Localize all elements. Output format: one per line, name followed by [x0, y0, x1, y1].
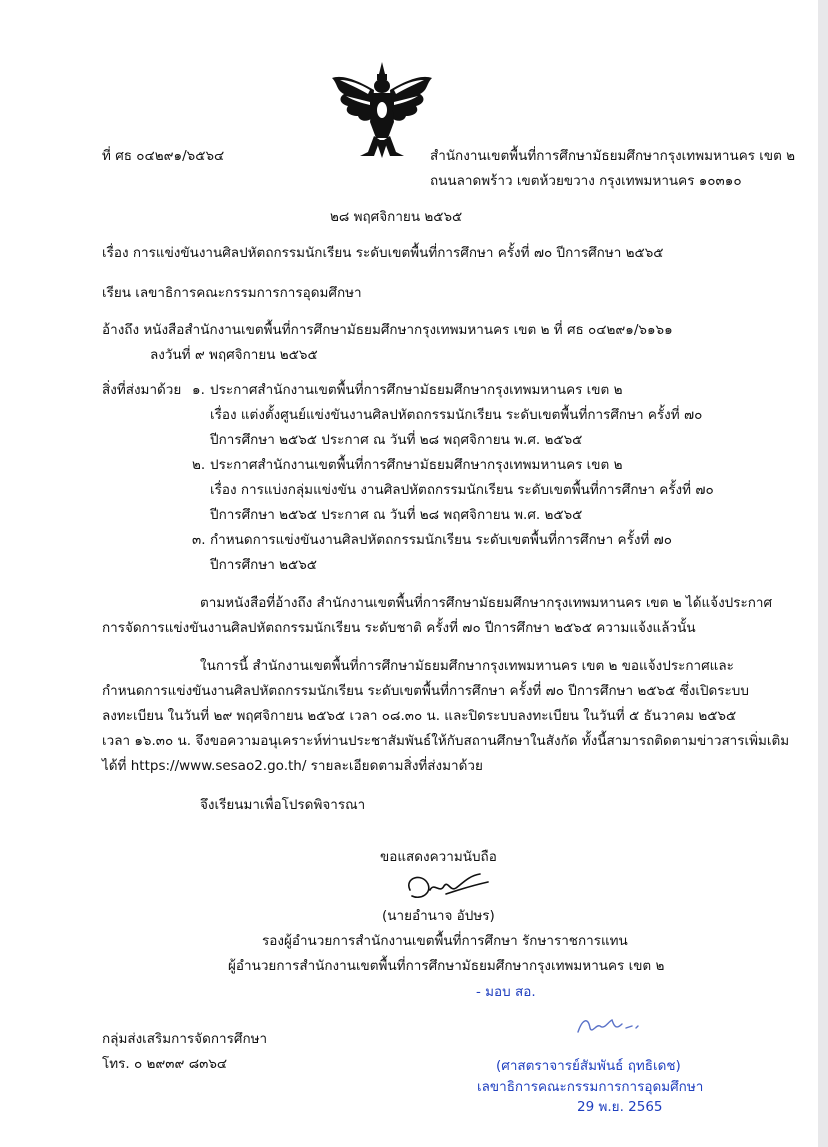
- garuda-emblem-icon: [330, 60, 434, 160]
- reference-number: ที่ ศธ ๐๔๒๙๑/๖๕๖๔: [102, 148, 225, 164]
- closing-line: จึงเรียนมาเพื่อโปรดพิจารณา: [200, 797, 366, 813]
- enclosure-line: เรื่อง การแบ่งกลุ่มแข่งขัน งานศิลปหัตถกรรมนักเรียน ระดับเขตพื้นที่การศึกษา ครั้งที่ ๗๐: [210, 482, 714, 498]
- signer-title-line: รองผู้อำนวยการสำนักงานเขตพื้นที่การศึกษา รักษาราชการแทน: [262, 933, 628, 949]
- enclosure-line: ปีการศึกษา ๒๕๖๕ ประกาศ ณ วันที่ ๒๘ พฤศจิกายน พ.ศ. ๒๕๖๕: [210, 507, 583, 523]
- recipient-line: เรียน เลขาธิการคณะกรรมการการอุดมศึกษา: [102, 285, 362, 301]
- enclosure-line: ปีการศึกษา ๒๕๖๕: [210, 557, 317, 573]
- enclosure-line: ประกาศสำนักงานเขตพื้นที่การศึกษามัธยมศึกษากรุงเทพมหานคร เขต ๒: [210, 382, 623, 398]
- letter-date: ๒๘ พฤศจิกายน ๒๕๖๕: [330, 209, 463, 225]
- enclosures-label: สิ่งที่ส่งมาด้วย: [102, 382, 182, 398]
- enclosure-line: ปีการศึกษา ๒๕๖๕ ประกาศ ณ วันที่ ๒๘ พฤศจิกายน พ.ศ. ๒๕๖๕: [210, 432, 583, 448]
- enclosure-line: เรื่อง แต่งตั้งศูนย์แข่งขันงานศิลปหัตถกรรมนักเรียน ระดับเขตพื้นที่การศึกษา ครั้งที่ ๗๐: [210, 407, 703, 423]
- approver-date: 29 พ.ย. 2565: [577, 1099, 663, 1115]
- body-paragraph-line: ในการนี้ สำนักงานเขตพื้นที่การศึกษามัธยมศึกษากรุงเทพมหานคร เขต ๒ ขอแจ้งประกาศและ: [200, 658, 734, 674]
- subject-line: เรื่อง การแข่งขันงานศิลปหัตถกรรมนักเรียน ระดับเขตพื้นที่การศึกษา ครั้งที่ ๗๐ ปีการศึกษา ๒๕๖๕: [102, 245, 664, 261]
- body-paragraph-line: เวลา ๑๖.๓๐ น. จึงขอความอนุเคราะห์ท่านประชาสัมพันธ์ให้กับสถานศึกษาในสังกัด ทั้งนี้สามารถติดตามข่าวสารเพิ่มเติม: [102, 733, 790, 749]
- reference-date-line: ลงวันที่ ๙ พฤศจิกายน ๒๕๖๕: [150, 347, 318, 363]
- signer-title-line: ผู้อำนวยการสำนักงานเขตพื้นที่การศึกษามัธยมศึกษากรุงเทพมหานคร เขต ๒: [228, 958, 665, 974]
- body-paragraph-line: ได้ที่ https://www.sesao2.go.th/ รายละเอียดตามสิ่งที่ส่งมาด้วย: [102, 758, 483, 774]
- enclosure-line: กำหนดการแข่งขันงานศิลปหัตถกรรมนักเรียน ระดับเขตพื้นที่การศึกษา ครั้งที่ ๗๐: [210, 532, 673, 548]
- approver-title: เลขาธิการคณะกรรมการการอุดมศึกษา: [477, 1079, 704, 1095]
- signer-name: (นายอำนาจ อัปษร): [382, 908, 495, 924]
- enclosure-line: ประกาศสำนักงานเขตพื้นที่การศึกษามัธยมศึกษากรุงเทพมหานคร เขต ๒: [210, 457, 623, 473]
- handwritten-signature: [400, 868, 500, 910]
- body-paragraph-line: ตามหนังสือที่อ้างถึง สำนักงานเขตพื้นที่การศึกษามัธยมศึกษากรุงเทพมหานคร เขต ๒ ได้แจ้งประกาศ: [200, 595, 773, 611]
- reference-line: อ้างถึง หนังสือสำนักงานเขตพื้นที่การศึกษามัธยมศึกษากรุงเทพมหานคร เขต ๒ ที่ ศธ ๐๔๒๙๑/๖๑๖๑: [102, 322, 673, 338]
- approver-initials: [574, 1010, 644, 1040]
- body-paragraph-line: ลงทะเบียน ในวันที่ ๒๙ พฤศจิกายน ๒๕๖๕ เวลา ๐๘.๓๐ น. และปิดระบบลงทะเบียน ในวันที่ ๕ ธันวาคม ๒๕๖๕: [102, 708, 737, 724]
- enclosure-number: ๑.: [192, 382, 205, 398]
- body-paragraph-line: การจัดการแข่งขันงานศิลปหัตถกรรมนักเรียน ระดับชาติ ครั้งที่ ๗๐ ปีการศึกษา ๒๕๖๕ ความแจ้งแล้วนั้น: [102, 620, 696, 636]
- enclosure-number: ๒.: [192, 457, 206, 473]
- body-paragraph-line: กำหนดการแข่งขันงานศิลปหัตถกรรมนักเรียน ระดับเขตพื้นที่การศึกษา ครั้งที่ ๗๐ ปีการศึกษา ๒๕๖๕ ซึ่งเปิดระบบ: [102, 683, 749, 699]
- regards-line: ขอแสดงความนับถือ: [380, 849, 497, 865]
- enclosure-number: ๓.: [192, 532, 206, 548]
- department-name: กลุ่มส่งเสริมการจัดการศึกษา: [102, 1031, 268, 1047]
- issuer-address: ถนนลาดพร้าว เขตห้วยขวาง กรุงเทพมหานคร ๑๐๓๑๐: [430, 173, 742, 189]
- assign-note: - มอบ สอ.: [476, 984, 536, 1000]
- approver-name: (ศาสตราจารย์สัมพันธ์ ฤทธิเดช): [496, 1058, 681, 1074]
- phone-number: โทร. ๐ ๒๙๓๙ ๘๓๖๔: [102, 1056, 228, 1072]
- scan-edge: [818, 0, 828, 1147]
- issuer-org-name: สำนักงานเขตพื้นที่การศึกษามัธยมศึกษากรุงเทพมหานคร เขต ๒: [430, 148, 796, 164]
